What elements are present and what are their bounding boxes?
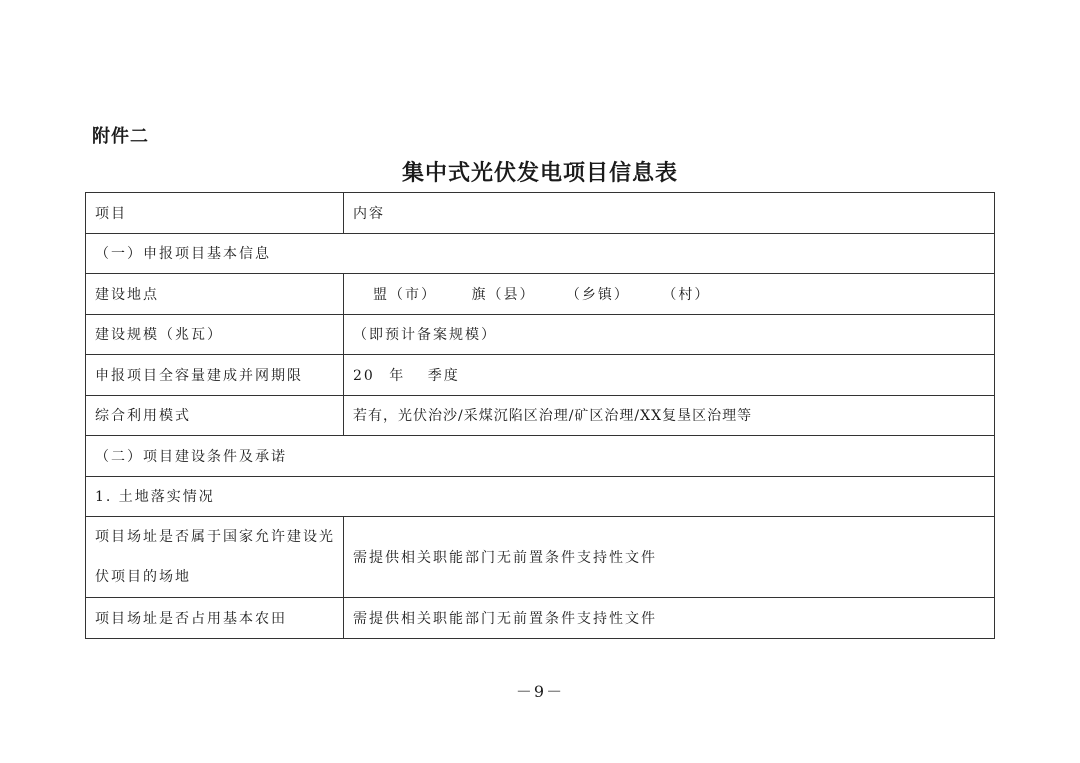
deadline-value — [344, 355, 995, 396]
project-info-table — [85, 192, 995, 639]
section-basic-info: （一）申报项目基本信息 — [86, 233, 995, 274]
farmland-value: 需提供相关职能部门无前置条件支持性文件 — [344, 598, 995, 639]
location-value — [344, 274, 995, 315]
deadline-quarter-unit: 季度 — [427, 367, 460, 384]
mode-value: 若有，光伏治沙/采煤沉陷区治理/矿区治理/XX复垦区治理等 — [344, 395, 995, 436]
table-row — [86, 517, 995, 598]
location-township: （乡镇） — [565, 286, 630, 303]
header-item-cell: 项目 — [86, 193, 344, 234]
deadline-label: 申报项目全容量建成并网期限 — [86, 355, 344, 396]
table-row — [86, 395, 995, 436]
table-header-row — [86, 193, 995, 234]
deadline-year-unit: 年 — [389, 367, 406, 384]
document-title: 集中式光伏发电项目信息表 — [401, 161, 678, 186]
attachment-label: 附件二 — [92, 126, 149, 147]
location-league: 盟（市） — [373, 286, 437, 303]
subsection-land: 1. 土地落实情况 — [86, 476, 995, 517]
farmland-label: 项目场址是否占用基本农田 — [86, 598, 344, 639]
header-content-cell: 内容 — [344, 193, 995, 234]
location-village: （村） — [662, 286, 711, 303]
scale-value: （即预计备案规模） — [344, 314, 995, 355]
table-row — [86, 355, 995, 396]
subsection-row — [86, 476, 995, 517]
scale-label: 建设规模（兆瓦） — [86, 314, 344, 355]
table-row — [86, 274, 995, 315]
site-allowed-label: 项目场址是否属于国家允许建设光伏项目的场地 — [86, 517, 344, 598]
table-row — [86, 598, 995, 639]
mode-label: 综合利用模式 — [86, 395, 344, 436]
table-row — [86, 314, 995, 355]
location-label: 建设地点 — [86, 274, 344, 315]
section-row — [86, 436, 995, 477]
deadline-year: 20 — [353, 367, 375, 384]
site-allowed-value: 需提供相关职能部门无前置条件支持性文件 — [344, 517, 995, 598]
section-row — [86, 233, 995, 274]
section-conditions: （二）项目建设条件及承诺 — [86, 436, 995, 477]
location-banner: 旗（县） — [471, 286, 536, 303]
page-number: －9－ — [515, 682, 565, 701]
